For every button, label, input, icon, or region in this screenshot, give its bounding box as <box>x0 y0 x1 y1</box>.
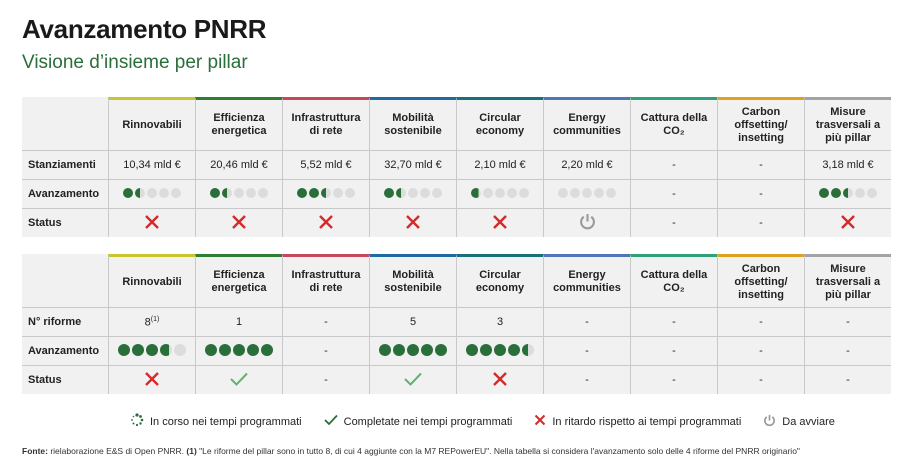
status-cell <box>282 365 369 394</box>
legend-label: Da avviare <box>782 415 835 428</box>
pillar-name-line2: di rete <box>309 282 343 294</box>
progress-dot <box>333 188 343 198</box>
value-cell <box>804 150 891 179</box>
pillar-name-line1: Carbon <box>741 262 781 275</box>
power-icon <box>579 213 596 233</box>
row-label <box>22 307 108 336</box>
progress-cell <box>456 336 543 365</box>
row-label-text: Avanzamento <box>28 188 100 200</box>
value-text: 5 <box>409 316 417 328</box>
value-cell <box>456 150 543 179</box>
progress-dot <box>495 188 505 198</box>
progress-dot <box>297 188 307 198</box>
legend <box>130 413 835 430</box>
pillar-name-line2: energetica <box>211 282 267 294</box>
value-cell <box>543 307 630 336</box>
value-cell <box>282 150 369 179</box>
pillar-name-line2: offsetting/ <box>734 275 788 288</box>
progress-dot <box>867 188 877 198</box>
value-cell <box>108 150 195 179</box>
pillar-name-line2: communities <box>553 282 621 294</box>
pillar-header <box>195 254 282 307</box>
cross-icon <box>144 371 160 390</box>
row-label-text: Avanzamento <box>28 345 100 357</box>
progress-dot <box>819 188 829 198</box>
pillar-header <box>282 97 369 150</box>
pillar-header <box>456 97 543 150</box>
pillar-header <box>108 97 195 150</box>
pillar-name-line1: Misure <box>830 105 866 118</box>
cross-icon <box>492 214 508 233</box>
status-cell <box>456 365 543 394</box>
status-cell <box>369 365 456 394</box>
progress-dot <box>594 188 604 198</box>
progress-dot <box>345 188 355 198</box>
progress-dot <box>321 188 331 198</box>
empty-dash: - <box>846 345 850 357</box>
table-row-status <box>22 365 891 394</box>
progress-cell <box>456 179 543 208</box>
legend-item-da-avviare <box>763 414 835 430</box>
progress-cell <box>630 179 717 208</box>
row-label-text: Stanziamenti <box>28 159 96 171</box>
value-cell <box>108 307 195 336</box>
value-text: 5,52 mld € <box>300 159 352 171</box>
value-text: - <box>672 316 676 328</box>
footnote-marker: (1) <box>150 315 160 323</box>
progress-cell <box>282 336 369 365</box>
pillar-name-line2: CO₂ <box>663 125 685 137</box>
empty-dash: - <box>672 374 676 386</box>
status-cell <box>369 208 456 237</box>
value-cell <box>282 307 369 336</box>
pillar-name-line1: Infrastruttura <box>291 269 361 281</box>
cross-icon <box>405 214 421 233</box>
status-cell <box>804 208 891 237</box>
status-cell <box>108 365 195 394</box>
table-header-row <box>22 254 891 307</box>
progress-dot <box>408 188 418 198</box>
progress-dot <box>247 344 259 356</box>
pillar-name-line1: Efficienza <box>213 112 265 124</box>
pillar-name-line3: più pillar <box>825 288 871 301</box>
progress-dots <box>123 188 181 198</box>
empty-dash: - <box>324 374 328 386</box>
progress-dot <box>147 188 157 198</box>
progress-dot <box>508 344 520 356</box>
value-cell <box>717 307 804 336</box>
pillar-name-line3: insetting <box>738 288 784 301</box>
progress-dot <box>466 344 478 356</box>
progress-dot <box>246 188 256 198</box>
progress-dot <box>471 188 481 198</box>
progress-dot <box>421 344 433 356</box>
pillar-header <box>543 254 630 307</box>
progress-cell <box>195 179 282 208</box>
pillar-name-line2: economy <box>475 282 525 294</box>
value-text: - <box>759 159 763 171</box>
legend-label: Completate nei tempi programmati <box>343 415 513 428</box>
pillar-header <box>456 254 543 307</box>
progress-dots <box>558 188 616 198</box>
progress-dots <box>379 344 447 356</box>
row-label <box>22 208 108 237</box>
check-icon <box>229 371 249 390</box>
value-cell <box>195 307 282 336</box>
progress-dot <box>480 344 492 356</box>
pillar-name-line2: sostenibile <box>384 282 442 294</box>
value-text: 3 <box>496 316 504 328</box>
progress-cell <box>543 336 630 365</box>
row-label-text: Status <box>28 374 62 386</box>
status-cell <box>543 208 630 237</box>
progress-dot <box>420 188 430 198</box>
pillar-name-line1: Mobilità <box>392 112 434 124</box>
progress-cell <box>108 336 195 365</box>
pillar-name-line1: Carbon <box>741 105 781 118</box>
pillar-header <box>804 97 891 150</box>
status-cell <box>195 208 282 237</box>
pillar-name-line1: Rinnovabili <box>122 275 182 288</box>
progress-cell <box>108 179 195 208</box>
pillar-header <box>804 254 891 307</box>
progress-dot <box>843 188 853 198</box>
progress-dot <box>379 344 391 356</box>
progress-dot <box>522 344 534 356</box>
empty-dash: - <box>759 345 763 357</box>
empty-dash: - <box>846 374 850 386</box>
progress-dot <box>393 344 405 356</box>
empty-dash: - <box>672 217 676 229</box>
value-text: 3,18 mld € <box>822 159 874 171</box>
legend-item-completate <box>324 414 513 429</box>
table-header-row <box>22 97 891 150</box>
progress-dot <box>558 188 568 198</box>
page-subtitle: Visione d’insieme per pillar <box>22 52 248 73</box>
pillar-name-line2: CO₂ <box>663 282 685 294</box>
pillar-header <box>717 254 804 307</box>
empty-dash: - <box>585 345 589 357</box>
progress-cell <box>804 336 891 365</box>
value-cell <box>717 150 804 179</box>
pillar-name-line1: Energy <box>568 112 606 124</box>
pillar-name-line2: energetica <box>211 125 267 137</box>
progress-dot <box>135 188 145 198</box>
progress-dot <box>435 344 447 356</box>
pillar-name-line2: trasversali a <box>815 275 881 288</box>
progress-dots <box>819 188 877 198</box>
value-text: 8 <box>144 316 151 329</box>
pillar-name-line1: Rinnovabili <box>122 118 182 131</box>
value-cell <box>543 150 630 179</box>
progress-dot <box>606 188 616 198</box>
value-text: 20,46 mld € <box>210 159 268 171</box>
pillar-name-line2: economy <box>475 125 525 137</box>
empty-dash: - <box>324 345 328 357</box>
progress-dot <box>855 188 865 198</box>
cross-icon <box>492 371 508 390</box>
pillar-name-line1: Circular <box>479 269 521 281</box>
progress-dot <box>205 344 217 356</box>
empty-dash: - <box>759 188 763 200</box>
footnote-label: Fonte: <box>22 446 48 456</box>
progress-dot <box>309 188 319 198</box>
pillar-header <box>369 97 456 150</box>
progress-dot <box>174 344 186 356</box>
progress-dot <box>519 188 529 198</box>
power-icon <box>763 414 776 430</box>
table-corner <box>22 254 108 307</box>
pillar-name-line1: Cattura della <box>640 269 708 281</box>
progress-dot <box>234 188 244 198</box>
value-text: 32,70 mld € <box>384 159 442 171</box>
status-cell <box>108 208 195 237</box>
progress-cell <box>369 336 456 365</box>
cross-icon <box>318 214 334 233</box>
cross-icon <box>534 414 546 429</box>
footnote-note-label: (1) <box>186 446 197 456</box>
footnote-text: rielaborazione E&S di Open PNRR. <box>47 446 187 456</box>
status-cell <box>804 365 891 394</box>
pillar-name-line1: Mobilità <box>392 269 434 281</box>
value-text: - <box>846 316 850 328</box>
pillar-name-line1: Cattura della <box>640 112 708 124</box>
value-cell <box>369 307 456 336</box>
value-text: 2,20 mld € <box>561 159 613 171</box>
progress-dots <box>471 188 529 198</box>
empty-dash: - <box>672 345 676 357</box>
table-row-riforme <box>22 307 891 336</box>
status-cell <box>543 365 630 394</box>
progress-dot <box>261 344 273 356</box>
progress-dot <box>396 188 406 198</box>
progress-dots <box>466 344 534 356</box>
empty-dash: - <box>672 188 676 200</box>
progress-dots <box>205 344 273 356</box>
value-text: - <box>324 316 328 328</box>
row-label <box>22 365 108 394</box>
footnote <box>22 446 800 456</box>
pillar-name-line2: sostenibile <box>384 125 442 137</box>
pillar-name-line2: offsetting/ <box>734 118 788 131</box>
status-cell <box>717 208 804 237</box>
pillar-name-line1: Circular <box>479 112 521 124</box>
value-cell <box>456 307 543 336</box>
progress-cell <box>717 336 804 365</box>
progress-dot <box>432 188 442 198</box>
progress-dot <box>384 188 394 198</box>
status-cell <box>195 365 282 394</box>
progress-dot <box>507 188 517 198</box>
progress-cell <box>282 179 369 208</box>
pillar-name-line1: Efficienza <box>213 269 265 281</box>
pillar-name-line2: di rete <box>309 125 343 137</box>
progress-dot <box>210 188 220 198</box>
empty-dash: - <box>759 374 763 386</box>
pillar-name-line1: Energy <box>568 269 606 281</box>
cross-icon <box>840 214 856 233</box>
progress-cell <box>369 179 456 208</box>
progress-dot <box>407 344 419 356</box>
value-cell <box>630 150 717 179</box>
pillar-name-line2: communities <box>553 125 621 137</box>
pillar-name-line3: più pillar <box>825 131 871 144</box>
pillar-name-line3: insetting <box>738 131 784 144</box>
spinner-icon <box>130 413 144 430</box>
progress-cell <box>804 179 891 208</box>
progress-dot <box>160 344 172 356</box>
row-label <box>22 150 108 179</box>
page-title: Avanzamento PNRR <box>22 14 267 44</box>
legend-item-in-corso <box>130 413 302 430</box>
progress-dots <box>297 188 355 198</box>
value-cell <box>195 150 282 179</box>
pillar-header <box>543 97 630 150</box>
row-label-text: N° riforme <box>28 316 82 328</box>
table-row-avanzamento <box>22 179 891 208</box>
value-text: 1 <box>235 316 243 328</box>
status-cell <box>630 365 717 394</box>
progress-dots <box>384 188 442 198</box>
progress-cell <box>630 336 717 365</box>
pillar-header <box>369 254 456 307</box>
progress-dot <box>219 344 231 356</box>
progress-dot <box>831 188 841 198</box>
pillar-header <box>630 97 717 150</box>
legend-item-ritardo <box>534 414 741 429</box>
riforme-table <box>22 254 891 394</box>
cross-icon <box>144 214 160 233</box>
value-text: 10,34 mld € <box>123 159 181 171</box>
pillar-header <box>195 97 282 150</box>
pillar-name-line2: trasversali a <box>815 118 881 131</box>
value-cell <box>804 307 891 336</box>
legend-label: In ritardo rispetto ai tempi programmati <box>552 415 742 428</box>
progress-dot <box>258 188 268 198</box>
check-icon <box>403 371 423 390</box>
table-corner <box>22 97 108 150</box>
value-text: - <box>585 316 589 328</box>
row-label-text: Status <box>28 217 62 229</box>
pillar-name-line1: Infrastruttura <box>291 112 361 124</box>
progress-dot <box>146 344 158 356</box>
check-icon <box>324 414 338 429</box>
progress-dot <box>483 188 493 198</box>
row-label <box>22 336 108 365</box>
progress-cell <box>717 179 804 208</box>
progress-dot <box>233 344 245 356</box>
progress-dots <box>118 344 186 356</box>
pillar-header <box>717 97 804 150</box>
stanziamenti-table <box>22 97 891 237</box>
progress-dot <box>582 188 592 198</box>
status-cell <box>282 208 369 237</box>
table-row-status <box>22 208 891 237</box>
value-cell <box>630 307 717 336</box>
status-cell <box>456 208 543 237</box>
table-row-stanziamenti <box>22 150 891 179</box>
cross-icon <box>231 214 247 233</box>
progress-cell <box>195 336 282 365</box>
footnote-note-text: "Le riforme del pillar sono in tutto 8, di cui 4 aggiunte con la M7 REPowerEU". Nella tabella si considera l'avanzamento solo delle 4 riforme del PNRR originario" <box>196 446 800 456</box>
value-cell <box>369 150 456 179</box>
pillar-name-line1: Misure <box>830 262 866 275</box>
pillar-header <box>630 254 717 307</box>
progress-dot <box>494 344 506 356</box>
status-cell <box>717 365 804 394</box>
legend-label: In corso nei tempi programmati <box>150 415 302 428</box>
empty-dash: - <box>759 217 763 229</box>
pillar-header <box>282 254 369 307</box>
progress-dot <box>159 188 169 198</box>
progress-dot <box>132 344 144 356</box>
pillar-header <box>108 254 195 307</box>
progress-cell <box>543 179 630 208</box>
progress-dot <box>118 344 130 356</box>
value-text: 2,10 mld € <box>474 159 526 171</box>
empty-dash: - <box>585 374 589 386</box>
status-cell <box>630 208 717 237</box>
table-row-avanzamento <box>22 336 891 365</box>
progress-dot <box>222 188 232 198</box>
progress-dot <box>570 188 580 198</box>
progress-dot <box>171 188 181 198</box>
value-text: - <box>672 159 676 171</box>
row-label <box>22 179 108 208</box>
progress-dot <box>123 188 133 198</box>
value-text: - <box>759 316 763 328</box>
progress-dots <box>210 188 268 198</box>
